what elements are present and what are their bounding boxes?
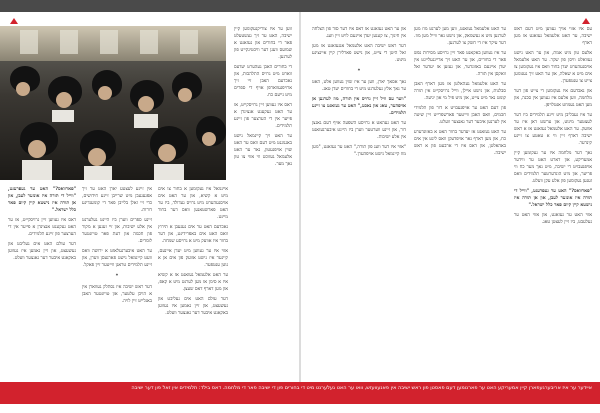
yeshiva-hall-photo	[0, 26, 226, 180]
text-column-5: איינמאל איז געקומען א בחור צו אים מיט א קשיא, און ער האט אים אויסגעהערט מיט גרויס געדולד, ביז ער האט פארשטאנען וואס דער בחור מיינט. נאכדעם האט ער אים געגעבן א תירוץ וואס האט אים באפרידיגט, און דער בחור איז אוועק מיט א גרויסע שמחה. אזוי איז ער געווען מיט יעדן איינעם, קיינער איז נישט אוועק פון אים אן א גוטן ענטפער. ער האט אלעמאל געזאגט אז א קשיא איז א סימן אז מען לערנט מיט א קאפ, און מען דארף דאס שעצן. דער עולם האט אים געליבט און געשעצט, און זיין נאמען איז געווען באקאנט איבער דער גאנצער וועלט.	[158, 187, 228, 316]
page-corner-arrow-left-icon	[10, 18, 18, 24]
text-column-1: עס איז אזוי אויך געווען מיט דעם ראש ישיבה, ער האט אלעמאל געזאגט אז מען דארף אלעס טון מיט אמת, און ער האט נישט געוואלט וויסן פון שקר. ער האט אלעמאל אויסגעהערט יעדן בחור וואס איז געקומען צו אים מיט א שאלה, און ער האט זיך גענומען צייט צו ענטפערן. און נאכדעם איז געקומען די צייט פון דער מלחמה, ווען אלעס איז געווען אין סכנה, און מען האט געמוזט אנטלויפן. ער איז געבליבן מיט זיינע תלמידים ביז דער לעצטער מינוט, און ערשט דאן איז ער אוועק. ער האט אלעמאל געזאגט אז א ראש ישיבה דארף זיין ווי א טאטע צו זיינע קינדער. נאך דער מלחמה איז ער געקומען קיין אמעריקע, און דארט האט ער ווידער אויפגעבויט די ישיבה, מיט נאך מער כח ווי פריער, און מיט הונדערטער תלמידים וואס זענען געקומען פון אלע עקן וועלט. "פארוואס?" האט ער געפרעגט, "ווייל די תורה איז אונזער לעבן, און אן תורה איז נישטא קיין קיום פאר כלל ישראל." אזוי האט ער געזאגט, און אזוי האט ער געלעבט, ביז זיין לעצטן טאג.	[514, 27, 592, 225]
top-bar	[0, 0, 600, 12]
text-column-6: אין זיינע לעצטע יארן האט ער זיך אפגעגעבן מיט שרייבן זיינע חידושים, כדי זיי זאלן בלייבן פאר די קומענדיגע דורות. זיינע ספרים ווערן ביז היינט געלערנט אין אלע ישיבות, און זיי זענען א מקור פון חכמה און דעת פאר טויזנטער לומדים. ער האט איבערגעלאזט א ירושה וואס וועט קיינמאל נישט פארגעסן ווערן, און זיינע תלמידים טראגן ווייטער זיין פאקל. * דער ראש ישיבה איז נסתלק געווארן אין א הויכן עלטער, און טויזנטער האבן באגלייט זיין לויה.	[82, 187, 152, 304]
photo-caption-band	[0, 382, 600, 404]
photo-caption: איידער ער איז אריבערגעפארן קיין אמעריקע האט ער פארנומען דעם פאסטן פון ראש ישיבה אין פאנעוועזש, וואו ער האט געלערנט מיט די בחורים פון די ישיבה פאר די מלחמה. דאס בילד: תלמידים אין זאל פון דער ישיבה	[131, 385, 592, 391]
text-column-2: ער האט אלעמאל געזאגט, ווען מען לערנט מוז מען לערנען מיט א געשמאק, און נישט נאר ווייל מען מוז. דער עיקר איז די חשק צו לערנען. ער איז געווען באקאנט פאר זיין גרויסע מסירות נפש פאר די בחורים, און ער האט זיך אריינגעלייגט אין יעדן איינעם באזונדער, און געזען אז יעדער זאל וואקסן אין תורה. ער האט אלעמאל געהאלטן אז מען דארף האבן סבלנות, און נישט איילן, ווייל גרויסקייט אין תורה קומט נאר מיט צייט, און מיט פיל מי און יגיעה. פון דעם האט ער אויפגעבויט א דור פון תלמידי חכמים, וואס האבן ווייטער פארשפרייט זיין שיטה אין לערנען איבער דער גאנצער וועלט. ער האט געזאגט אז יעדער בחור האט א באזונדערע כח, און מען דארף נאר אויפדעקן וואס ליגט אין אים באהאלטן, און דאס איז די ארבעט פון א ראש ישיבה.	[414, 27, 506, 156]
text-column-7: "פארוואס?" האט ער געפרעגט, "ווייל די תורה איז אונזער לעבן, און אן תורה איז נישטא קיין קיום פאר כלל ישראל." דאס איז געווען זיין גרויסקייט, אז ער האט געקענט אנצינדן א פייער אין די הערצער פון זיינע תלמידים. דער עולם האט אים געליבט און געשעצט, און זיין נאמען איז געווען באקאנט איבער דער גאנצער וועלט.	[8, 187, 76, 261]
page-gutter	[299, 12, 301, 404]
page-corner-arrow-right-icon	[582, 18, 590, 24]
text-column-3: און ער האט געזאגט אז דאס איז דער סוד פון הצלחה אין חינוך, צו קענען יעדן איינעם לויט זיין וועג. דער ראש ישיבה האט אלעמאל אנגעזאגט אז מען זאל היטן די צייט, און נישט פארלירן קיין איינציגע מינוט. * נאך אסאך יארן, ווען ער איז שוין געווען אלט, האט ער נאך אלץ געלערנט מיט די בחורים יעדן טאג. "ווער עס וויל זיין גרויס אין תורה, מוז לערנען אן אויפהער, טאג און נאכט," האט ער געזאגט צו זיינע תלמידים. ער האט געהאט א גרויסע השפעה אויף דעם גאנצן דור, און זיינע ווערטער ווערן ביז היינט איבערגעזאגט אין אלע ישיבות. "אזוי איז דער וועג פון תורה," האט ער געזאגט, "מען מוז קיינמאל נישט אויפהערן."	[312, 27, 406, 157]
text-column-4: ווען ער איז צוריקגעקומען קיין ישיבה, האט ער זיך געשטעלט פאר די בחורים און געזאגט א שמועס וועגן דער וויכטיגקייט פון לערנען. די בחורים האבן געהערט יעדעס ווארט מיט גרויס התלהבות, און נאכדעם האבן זיי זיך ארויפגעווארפן אויף די ספרים מיט נייעם כח. דאס איז געווען זיין גרויסקייט, אז ער האט געקענט אנצינדן א פייער אין די הערצער פון זיינע תלמידים. ער האט זיך קיינמאל נישט באגנוגנט מיט דעם וואס ער האט שוין אויפגעטון, נאר ער האט אלעמאל געזוכט ווי אזוי צו טון נאך מער.	[234, 27, 292, 167]
